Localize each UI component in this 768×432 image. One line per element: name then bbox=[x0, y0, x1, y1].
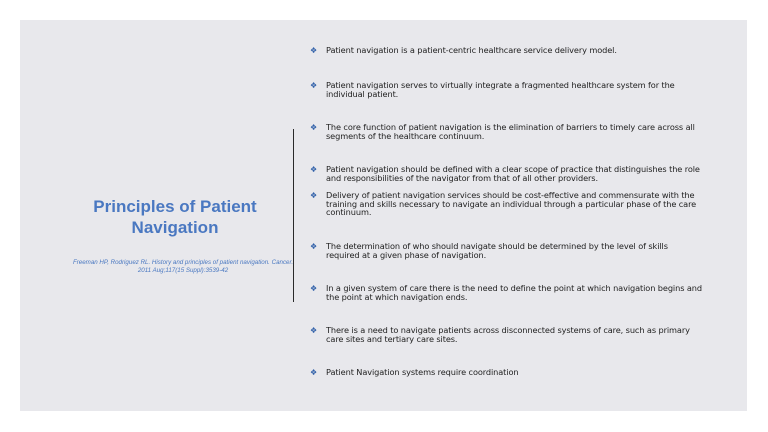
bullet-text: Delivery of patient navigation services should be cost-effective and commensurate with the training and skills necessary to navigate an individual through a particular phase of the care continuum. bbox=[326, 190, 697, 218]
bullet-item bbox=[310, 123, 702, 140]
diamond-bullet-icon: ❖ bbox=[310, 242, 318, 251]
bullet-item bbox=[310, 191, 702, 217]
bullet-text: Patient navigation serves to virtually integrate a fragmented healthcare system for the individual patient. bbox=[326, 80, 675, 99]
diamond-bullet-icon: ❖ bbox=[310, 368, 318, 377]
diamond-bullet-icon: ❖ bbox=[310, 326, 318, 335]
citation: Freeman HP, Rodriguez RL. History and principles of patient navigation. Cancer. 2011 Aug;117(15 Suppl):3539-42 bbox=[72, 259, 294, 274]
bullet-text: Patient navigation is a patient-centric healthcare service delivery model. bbox=[326, 45, 617, 55]
diamond-bullet-icon: ❖ bbox=[310, 165, 318, 174]
bullet-text: The core function of patient navigation is the elimination of barriers to timely care across all segments of the healthcare continuum. bbox=[326, 122, 695, 141]
slide-title: Principles of Patient Navigation bbox=[93, 197, 257, 237]
bullet-item bbox=[310, 46, 702, 55]
diamond-bullet-icon: ❖ bbox=[310, 46, 318, 55]
bullet-text: Patient navigation should be defined with a clear scope of practice that distinguishes the role and responsibilities of the navigator from that of all other providers. bbox=[326, 164, 700, 183]
bullet-item bbox=[310, 326, 702, 343]
diamond-bullet-icon: ❖ bbox=[310, 81, 318, 90]
bullet-item bbox=[310, 284, 702, 301]
bullet-item bbox=[310, 368, 702, 377]
bullet-text: Patient Navigation systems require coordination bbox=[326, 367, 519, 377]
bullet-text: The determination of who should navigate should be determined by the level of skills required at a given phase of navigation. bbox=[326, 241, 668, 260]
bullet-item bbox=[310, 165, 702, 182]
bullet-item bbox=[310, 242, 702, 259]
diamond-bullet-icon: ❖ bbox=[310, 191, 318, 200]
diamond-bullet-icon: ❖ bbox=[310, 284, 318, 293]
diamond-bullet-icon: ❖ bbox=[310, 123, 318, 132]
bullet-text: There is a need to navigate patients across disconnected systems of care, such as primary care sites and tertiary care sites. bbox=[326, 325, 690, 344]
bullet-item bbox=[310, 81, 702, 98]
bullet-text: In a given system of care there is the need to define the point at which navigation begins and the point at which navigation ends. bbox=[326, 283, 702, 302]
vertical-divider bbox=[293, 129, 294, 302]
